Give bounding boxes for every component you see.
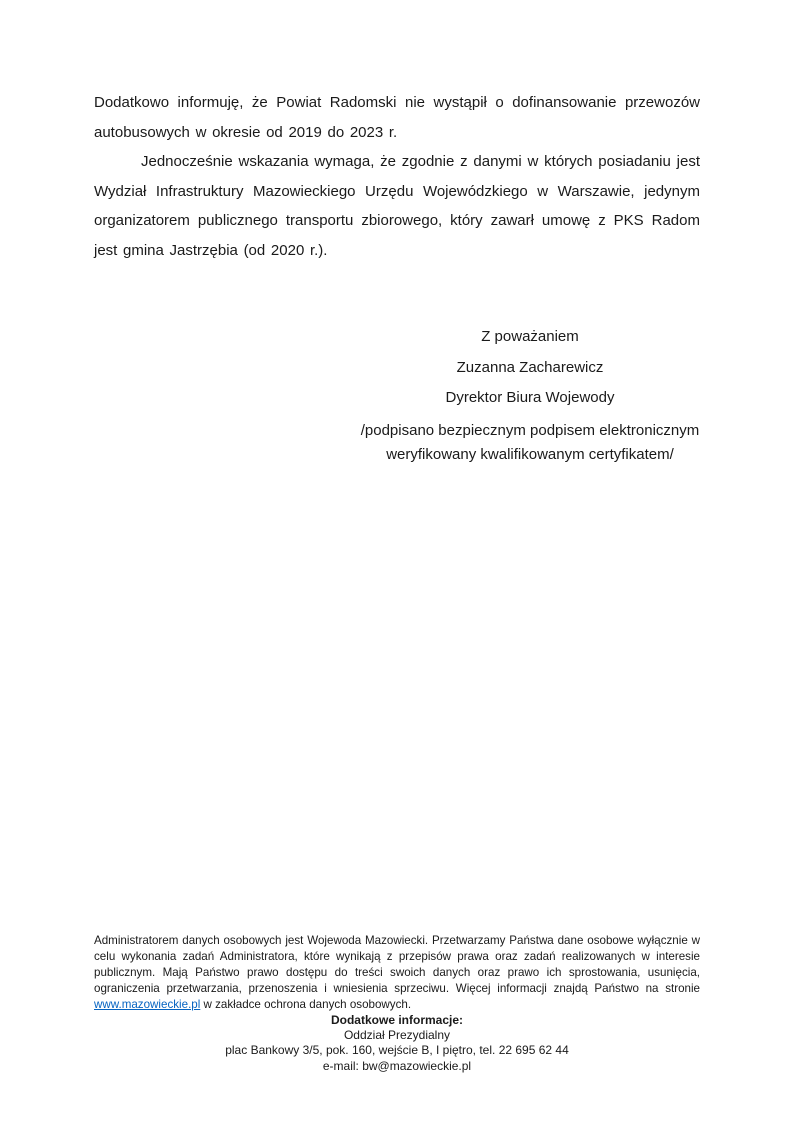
privacy-notice (94, 933, 700, 1013)
electronic-signature-note-line2: weryfikowany kwalifikowanym certyfikatem/ (386, 446, 674, 463)
letter-body (94, 88, 700, 265)
electronic-signature-note-line1: /podpisano bezpiecznym podpisem elektronicznym (360, 421, 700, 439)
closing-phrase: Z poważaniem (481, 328, 579, 345)
electronic-signature-note (307, 419, 753, 468)
paragraph-organizer-info: Jednocześnie wskazania wymaga, że zgodnie z danymi w których posiadaniu jest Wydział Infrastruktury Mazowieckiego Urzędu Wojewódzkiego w Warszawie, jedynym organizatorem publicznego transportu zbiorowego, który zawarł umowę z PKS Radom jest gmina Jastrzębia (od 2020 r.). (94, 153, 700, 259)
privacy-text-after-link: w zakładce ochrona danych osobowych. (200, 998, 412, 1011)
signer-title: Dyrektor Biura Wojewody (445, 389, 615, 406)
email-line: e-mail: bw@mazowieckie.pl (322, 1058, 472, 1073)
paragraph-funding-info: Dodatkowo informuję, że Powiat Radomski nie wystąpił o dofinansowanie przewozów autobusowych w okresie od 2019 do 2023 r. (94, 94, 700, 141)
department-line: Oddział Prezydialny (343, 1028, 451, 1043)
signature-block (307, 322, 753, 468)
signer-name: Zuzanna Zacharewicz (456, 358, 604, 376)
address-line: plac Bankowy 3/5, pok. 160, wejście B, I piętro, tel. 22 695 62 44 (225, 1043, 569, 1058)
mazowieckie-link[interactable]: www.mazowieckie.pl (94, 998, 201, 1011)
contact-info-block (94, 1013, 700, 1074)
additional-info-heading: Dodatkowe informacje: (330, 1013, 464, 1027)
privacy-text-before-link: Administratorem danych osobowych jest Wojewoda Mazowiecki. Przetwarzamy Państwa dane osobowe wyłącznie w celu wykonania zadań Administratora, które wynikają z przepisów prawa oraz zadań realizowanych w interesie publicznym. Mają Państwo prawo dostępu do treści swoich danych oraz prawo ich sprostowania, usunięcia, ograniczenia przetwarzania, przenoszenia i wniesienia sprzeciwu. Więcej informacji znajdą Państwo na stronie (94, 934, 700, 995)
